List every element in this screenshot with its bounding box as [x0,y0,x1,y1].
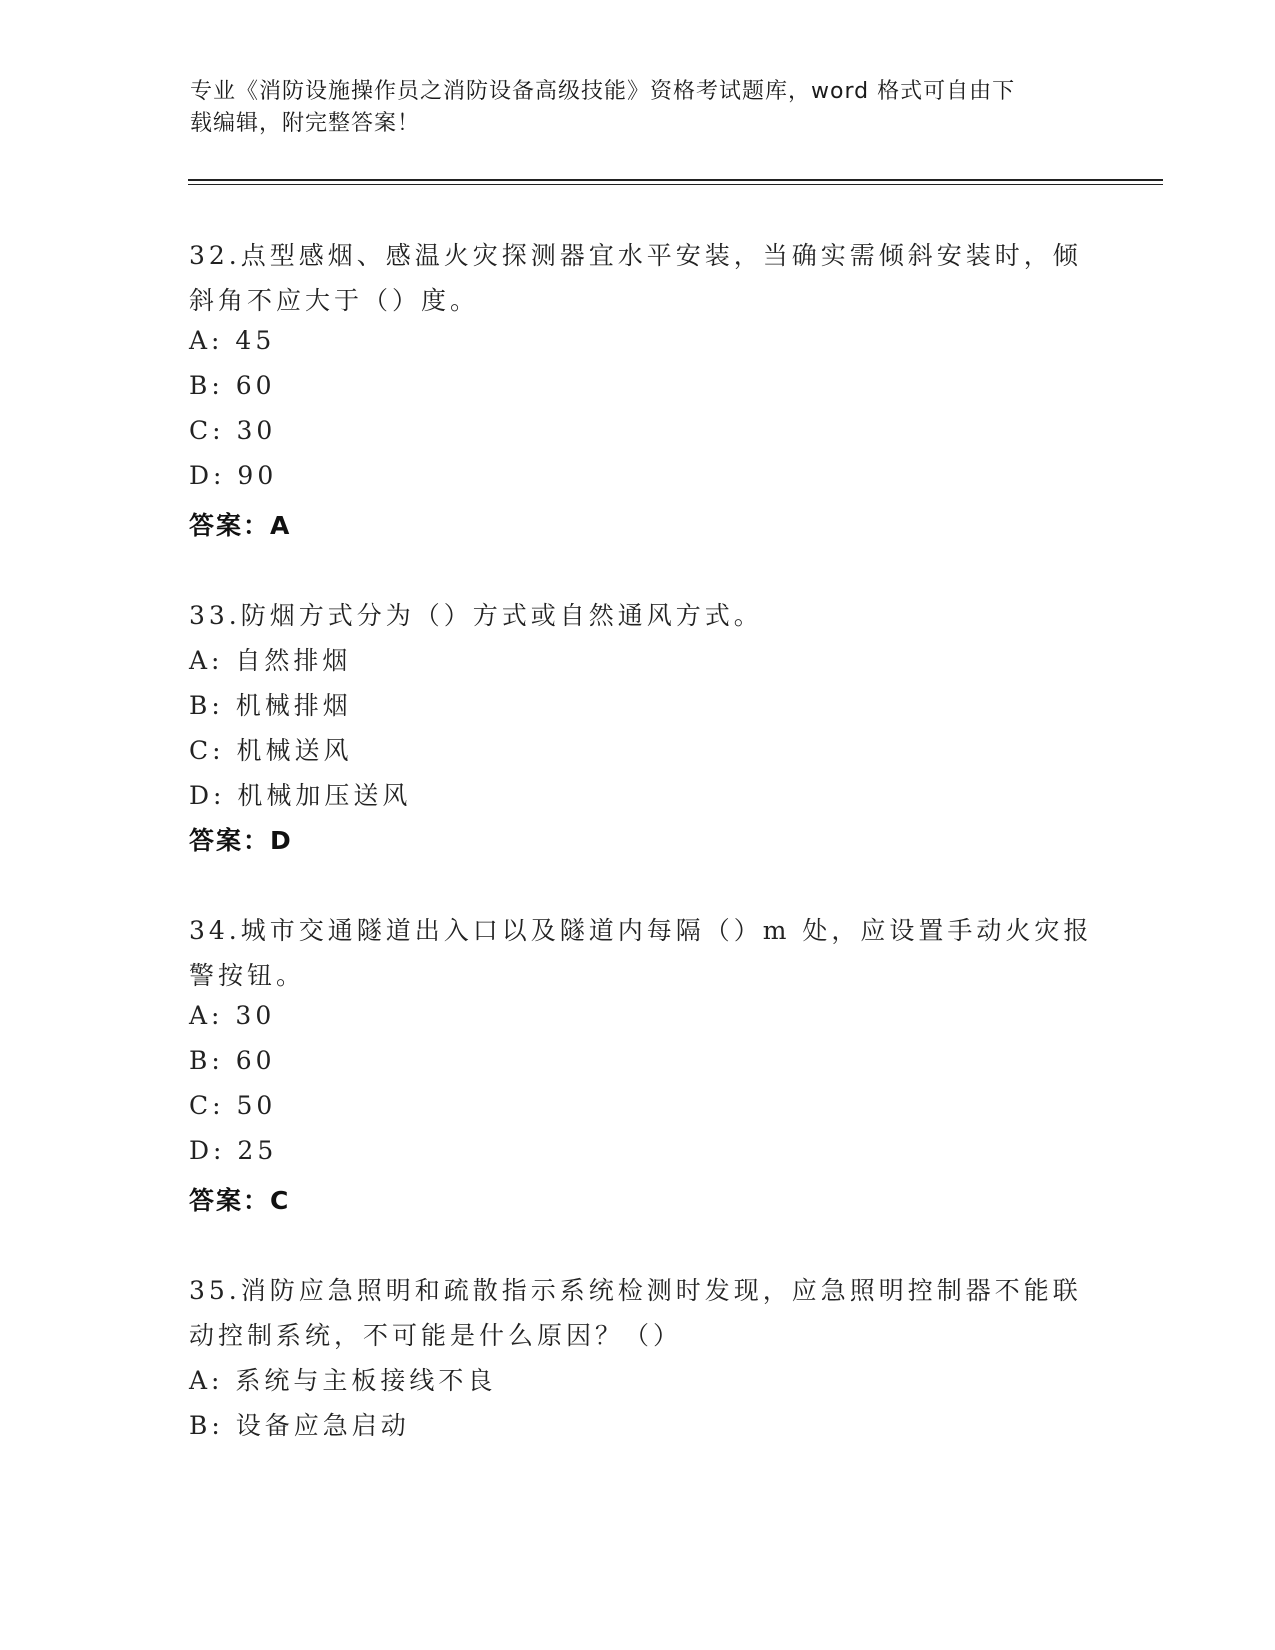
question-35-option-a: A: 系统与主板接线不良 [189,1366,497,1395]
question-34-answer: 答案：C [189,1186,291,1215]
question-34-option-d: D: 25 [189,1136,278,1165]
question-34-option-a: A: 30 [189,1001,276,1030]
question-35-option-b: B: 设备应急启动 [189,1411,410,1440]
question-32-option-a: A: 45 [189,326,276,355]
question-33-option-c: C: 机械送风 [189,736,353,765]
question-32-stem-line-1: 32.点型感烟、感温火灾探测器宜水平安装，当确实需倾斜安装时，倾 [189,241,1082,270]
question-34-option-b: B: 60 [189,1046,276,1075]
header-line-2: 载编辑，附完整答案！ [190,111,421,136]
question-33-stem-line-1: 33.防烟方式分为（）方式或自然通风方式。 [189,601,763,630]
header-line-1: 专业《消防设施操作员之消防设备高级技能》资格考试题库，word 格式可自由下 [190,79,1016,104]
question-32-option-b: B: 60 [189,371,276,400]
question-33-option-b: B: 机械排烟 [189,691,352,720]
question-32-answer: 答案：A [189,511,292,540]
question-33-option-a: A: 自然排烟 [189,646,352,675]
question-34-stem-line-2: 警按钮。 [189,961,306,990]
header-divider [188,179,1163,181]
question-32-option-c: C: 30 [189,416,277,445]
question-33-answer: 答案：D [189,826,293,855]
question-33-option-d: D: 机械加压送风 [189,781,412,810]
question-32-option-d: D: 90 [189,461,278,490]
header-divider-thin [188,184,1163,185]
question-35-stem-line-2: 动控制系统，不可能是什么原因？（） [189,1321,683,1350]
question-32-stem-line-2: 斜角不应大于（）度。 [189,286,480,315]
question-34-stem-line-1: 34.城市交通隧道出入口以及隧道内每隔（）m 处，应设置手动火灾报 [189,916,1093,945]
question-35-stem-line-1: 35.消防应急照明和疏散指示系统检测时发现，应急照明控制器不能联 [189,1276,1082,1305]
document-header [190,76,1090,140]
question-34-option-c: C: 50 [189,1091,277,1120]
